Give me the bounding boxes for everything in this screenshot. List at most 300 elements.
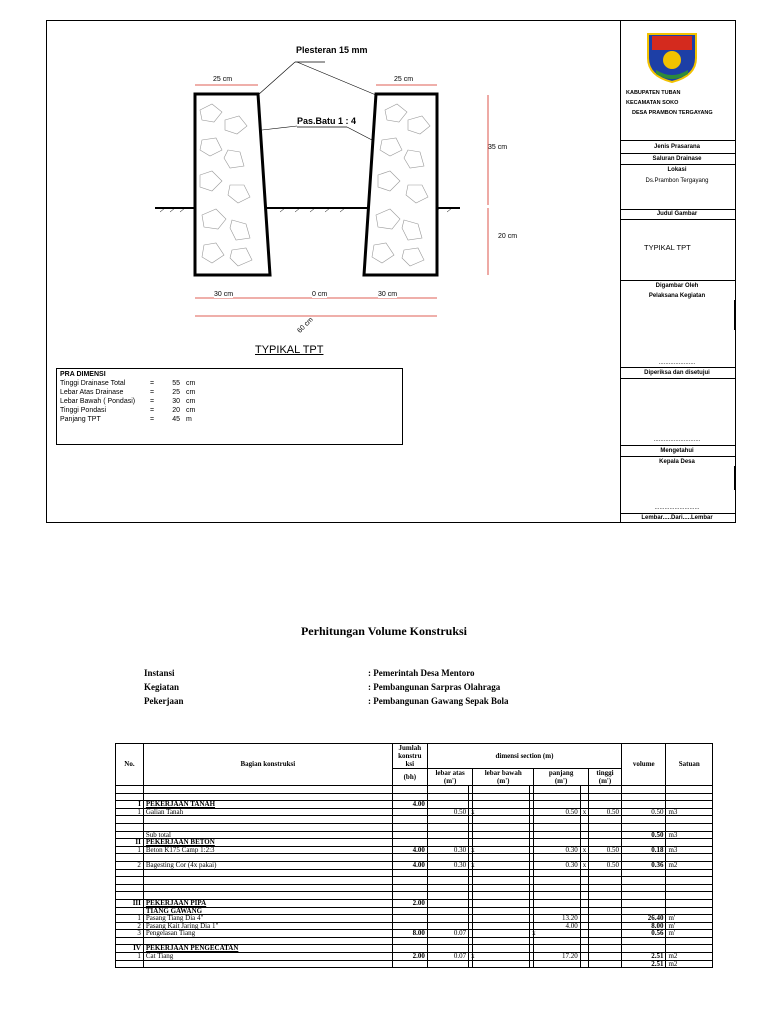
cell-lebar-bawah: [473, 846, 530, 854]
tb-digambar-label: Digambar Oleh: [655, 283, 699, 289]
cell-jumlah: [392, 831, 427, 839]
cell-item: Beton K175 Camp 1:2:3: [143, 846, 392, 854]
cell-volume: 0.50: [622, 831, 666, 839]
tb-diperiksa-label: Diperiksa dan disetujui: [644, 370, 710, 376]
cell-item: [143, 960, 392, 968]
tb-lokasi-label: Lokasi: [667, 167, 687, 173]
cell-panjang: [534, 960, 580, 968]
cell-satuan: m2: [666, 861, 713, 869]
cell-jumlah: 4.00: [392, 801, 427, 809]
cell-item: Pasang Kait Jaring Dia 1": [143, 922, 392, 930]
cell-satuan: m3: [666, 831, 713, 839]
tb-digambar-value: Pelaksana Kegiatan: [648, 293, 706, 299]
cell-lebar-bawah: [473, 937, 530, 945]
tb-rule: [620, 456, 736, 457]
pra-unit: cm: [186, 380, 196, 387]
cell-item: Pengelasan Tiang: [143, 930, 392, 938]
cell-panjang: [534, 892, 580, 900]
table-row: [116, 899, 713, 907]
cell-satuan: [666, 892, 713, 900]
header-lebar-atas-label: lebar atas: [435, 769, 465, 777]
cell-lebar-bawah: [473, 960, 530, 968]
pra-unit: m: [186, 416, 192, 423]
cell-jumlah: [392, 915, 427, 923]
cell-no: II: [116, 839, 144, 847]
cell-no: [116, 816, 144, 824]
pra-value: 45: [172, 416, 180, 423]
cell-item: [143, 884, 392, 892]
volume-table: [115, 743, 713, 968]
pra-label: Panjang TPT: [60, 416, 101, 423]
cell-lebar-atas: [427, 816, 468, 824]
cell-item: [143, 869, 392, 877]
header-dimensi: dimensi section (m): [427, 744, 621, 769]
cell-lebar-bawah: [473, 892, 530, 900]
cell-no: 2: [116, 922, 144, 930]
cell-item: PEKERJAAN PENGECATAN: [143, 945, 392, 953]
pra-row: [60, 397, 399, 406]
cell-volume: [622, 786, 666, 794]
cell-satuan: [666, 786, 713, 794]
header-volume: volume: [622, 744, 666, 786]
header-panjang-unit: (m'): [554, 777, 568, 785]
tb-dots-2: ............................: [653, 437, 701, 443]
pra-unit: cm: [186, 407, 196, 414]
cell-panjang: 13.20: [534, 915, 580, 923]
cell-satuan: m2: [666, 953, 713, 961]
cell-lebar-atas: [427, 892, 468, 900]
pra-label: Tinggi Pondasi: [60, 407, 107, 414]
header-tinggi-unit: (m'): [598, 777, 612, 785]
header-bagian: Bagian konstruksi: [143, 744, 392, 786]
cell-lebar-atas: [427, 831, 468, 839]
table-row: [116, 960, 713, 968]
dim-height-lower: 20 cm: [498, 233, 518, 240]
cell-tinggi: [588, 786, 621, 794]
regency-crest-icon: [642, 28, 702, 84]
cell-satuan: [666, 884, 713, 892]
cell-volume: 0.50: [622, 808, 666, 816]
cell-lebar-bawah: [473, 823, 530, 831]
table-row: [116, 907, 713, 915]
drawing-title: TYPIKAL TPT: [255, 344, 324, 356]
table-row: [116, 884, 713, 892]
cell-x: [580, 937, 588, 945]
cell-item: Bagesting Cor (4x pakai): [143, 861, 392, 869]
org-desa: DESA PRAMBON TERGAYANG: [632, 110, 713, 116]
cell-lebar-bawah: [473, 816, 530, 824]
label-plesteran: Plesteran 15 mm: [296, 45, 368, 55]
table-row: [116, 953, 713, 961]
cell-lebar-atas: 0.07: [427, 953, 468, 961]
dim-total: 60 cm: [296, 316, 315, 335]
cell-satuan: [666, 793, 713, 801]
cell-lebar-bawah: [473, 922, 530, 930]
cell-item: TIANG GAWANG: [143, 907, 392, 915]
pekerjaan-value: : Pembangunan Gawang Sepak Bola: [368, 696, 509, 706]
tb-rule: [620, 378, 736, 379]
tb-rule: [620, 219, 736, 220]
cell-item: Pasang Tiang Dia 4": [143, 915, 392, 923]
cell-no: [116, 877, 144, 885]
table-row: [116, 801, 713, 809]
header-lebar-bawah-label: lebar bawah: [484, 769, 522, 777]
cell-no: 1: [116, 846, 144, 854]
header-tinggi-label: tinggi: [596, 769, 614, 777]
pra-eq: =: [149, 407, 155, 414]
cell-item: [143, 877, 392, 885]
cell-jumlah: 4.00: [392, 861, 427, 869]
header-no: No.: [116, 744, 144, 786]
meta-pekerjaan: [144, 696, 509, 706]
cell-x: [580, 907, 588, 915]
cell-lebar-atas: [427, 884, 468, 892]
cell-x: x: [580, 861, 588, 869]
pra-eq: =: [149, 380, 155, 387]
cell-x: [580, 899, 588, 907]
kegiatan-value: : Pembangunan Sarpras Olahraga: [368, 682, 501, 692]
table-row: [116, 808, 713, 816]
cell-x: [580, 823, 588, 831]
cell-tinggi: [588, 907, 621, 915]
table-row: [116, 816, 713, 824]
doc-title: Perhitungan Volume Konstruksi: [300, 624, 468, 638]
cell-satuan: [666, 877, 713, 885]
cell-item: PEKERJAAN BETON: [143, 839, 392, 847]
pra-value: 55: [172, 380, 180, 387]
cell-volume: [622, 899, 666, 907]
dim-height-upper: 35 cm: [488, 144, 508, 151]
cell-x: [580, 793, 588, 801]
tb-rule: [620, 140, 736, 141]
cell-no: IV: [116, 945, 144, 953]
cell-satuan: m': [666, 930, 713, 938]
cell-item: PEKERJAAN PIPA: [143, 899, 392, 907]
cell-jumlah: [392, 960, 427, 968]
cell-volume: 0.56: [622, 930, 666, 938]
cell-item: PEKERJAAN TANAH: [143, 801, 392, 809]
cell-tinggi: [588, 793, 621, 801]
cell-tinggi: [588, 892, 621, 900]
cell-lebar-atas: 0.30: [427, 861, 468, 869]
instansi-label: Instansi: [144, 668, 175, 678]
cell-x: [580, 877, 588, 885]
header-jumlah-unit: (bh): [392, 769, 427, 786]
org-kabupaten: KABUPATEN TUBAN: [626, 90, 681, 96]
cell-volume: [622, 877, 666, 885]
table-row: [116, 877, 713, 885]
header-jumlah: Jumlah konstru ksi: [392, 744, 427, 769]
crest-top: [652, 36, 692, 50]
cell-jumlah: [392, 877, 427, 885]
dim-top-right: 25 cm: [394, 76, 414, 83]
cell-x: x: [469, 861, 473, 869]
cell-no: III: [116, 899, 144, 907]
table-row: [116, 823, 713, 831]
header-panjang-label: panjang: [548, 769, 574, 777]
table-row: [116, 930, 713, 938]
instansi-value: : Pemerintah Desa Mentoro: [368, 668, 475, 678]
cell-no: 1: [116, 915, 144, 923]
pra-dimensi-heading: PRA DIMENSI: [60, 371, 106, 378]
table-row: [116, 869, 713, 877]
tb-dots-1: ......................: [658, 360, 696, 366]
cell-satuan: m': [666, 922, 713, 930]
cell-satuan: [666, 869, 713, 877]
header-panjang: [534, 769, 589, 786]
cell-panjang: [534, 786, 580, 794]
cell-x: x: [530, 930, 534, 938]
cell-volume: 0.18: [622, 846, 666, 854]
cell-lebar-bawah: [473, 869, 530, 877]
meta-kegiatan: [144, 682, 500, 692]
cell-tinggi: 0.50: [588, 861, 621, 869]
cell-x: [580, 869, 588, 877]
cell-lebar-bawah: [473, 786, 530, 794]
cell-panjang: [534, 869, 580, 877]
pra-eq: =: [149, 416, 155, 423]
cell-panjang: [534, 831, 580, 839]
pra-unit: cm: [186, 389, 196, 396]
cell-lebar-bawah: [473, 899, 530, 907]
cell-x: [580, 960, 588, 968]
tb-lembar: Lembar.....Dari.....Lembar: [641, 515, 713, 521]
cell-tinggi: [588, 823, 621, 831]
header-lebar-atas-unit: (m'): [443, 777, 457, 785]
cell-jumlah: 8.00: [392, 930, 427, 938]
cell-tinggi: [588, 937, 621, 945]
cell-panjang: [534, 937, 580, 945]
cell-no: [116, 823, 144, 831]
cell-panjang: 4.00: [534, 922, 580, 930]
cell-panjang: [534, 877, 580, 885]
pra-eq: =: [149, 398, 155, 405]
header-satuan: Satuan: [666, 744, 713, 786]
cell-tinggi: [588, 816, 621, 824]
cell-volume: 26.40: [622, 915, 666, 923]
cell-x: x: [469, 846, 473, 854]
cell-no: 1: [116, 953, 144, 961]
cell-no: [116, 869, 144, 877]
cell-no: 2: [116, 861, 144, 869]
cell-jumlah: [392, 823, 427, 831]
table-row: [116, 846, 713, 854]
cell-x: [580, 953, 588, 961]
cell-lebar-atas: [427, 869, 468, 877]
cell-x: [580, 884, 588, 892]
pra-unit: cm: [186, 398, 196, 405]
kegiatan-label: Kegiatan: [144, 682, 179, 692]
table-row: [116, 786, 713, 794]
tb-mengetahui-value: Kepala Desa: [659, 459, 695, 465]
pra-label: Tinggi Drainase Total: [60, 380, 126, 387]
tb-lokasi-value: Ds.Prambon Tergayang: [645, 178, 709, 184]
tb-rule: [620, 280, 736, 281]
cell-jumlah: [392, 786, 427, 794]
cell-x: [580, 915, 588, 923]
cell-satuan: [666, 816, 713, 824]
cell-item: Galian Tanah: [143, 808, 392, 816]
cell-lebar-bawah: [473, 801, 530, 809]
cell-panjang: 0.30: [534, 861, 580, 869]
meta-instansi: [144, 668, 475, 678]
cell-lebar-bawah: [473, 915, 530, 923]
cell-tinggi: [588, 930, 621, 938]
cell-lebar-bawah: [473, 945, 530, 953]
cell-lebar-bawah: [473, 831, 530, 839]
cell-lebar-bawah: [473, 839, 530, 847]
cell-tinggi: 0.50: [588, 808, 621, 816]
cell-x: x: [469, 953, 473, 961]
cell-lebar-bawah: [473, 793, 530, 801]
cell-volume: [622, 884, 666, 892]
cell-tinggi: [588, 831, 621, 839]
tb-rule: [734, 466, 735, 490]
cell-tinggi: [588, 877, 621, 885]
cell-tinggi: 0.50: [588, 846, 621, 854]
cell-satuan: m2: [666, 960, 713, 968]
pekerjaan-label: Pekerjaan: [144, 696, 184, 706]
tb-judul-label: Judul Gambar: [656, 211, 698, 217]
cell-item: Cat Tiang: [143, 953, 392, 961]
cell-volume: 2.51: [622, 953, 666, 961]
cell-volume: [622, 937, 666, 945]
cell-satuan: m': [666, 915, 713, 923]
header-lebar-atas: [427, 769, 472, 786]
tb-rule: [734, 300, 735, 330]
cell-lebar-atas: 0.30: [427, 846, 468, 854]
cell-item: Sub total: [143, 831, 392, 839]
cell-volume: [622, 869, 666, 877]
cell-jumlah: [392, 884, 427, 892]
cell-lebar-atas: [427, 937, 468, 945]
cell-x: x: [580, 808, 588, 816]
dim-top-left: 25 cm: [213, 76, 233, 83]
cell-volume: [622, 793, 666, 801]
cell-jumlah: [392, 869, 427, 877]
cell-lebar-bawah: [473, 854, 530, 862]
cell-tinggi: [588, 922, 621, 930]
cell-satuan: m3: [666, 808, 713, 816]
label-pas-batu: Pas.Batu 1 : 4: [297, 116, 357, 126]
cell-x: [580, 922, 588, 930]
header-lebar-bawah: [473, 769, 534, 786]
cell-panjang: 0.30: [534, 846, 580, 854]
pra-eq: =: [149, 389, 155, 396]
cell-x: x: [469, 808, 473, 816]
table-header-row: [116, 744, 713, 769]
tb-rule: [620, 513, 736, 514]
cell-panjang: [534, 823, 580, 831]
cell-satuan: [666, 823, 713, 831]
pra-value: 20: [172, 407, 180, 414]
cell-volume: [622, 823, 666, 831]
cell-lebar-bawah: [473, 861, 530, 869]
pra-row: [60, 406, 399, 415]
pra-row: [60, 415, 399, 424]
cell-tinggi: [588, 915, 621, 923]
cell-panjang: [534, 816, 580, 824]
cell-volume: 2.51: [622, 960, 666, 968]
cell-lebar-atas: [427, 823, 468, 831]
tb-jenis-label: Jenis Prasarana: [653, 144, 701, 150]
cell-lebar-bawah: [473, 808, 530, 816]
tb-rule: [620, 164, 736, 165]
cell-panjang: [534, 793, 580, 801]
cell-satuan: [666, 899, 713, 907]
cell-lebar-atas: 0.50: [427, 808, 468, 816]
tb-rule: [620, 367, 736, 368]
cell-jumlah: [392, 937, 427, 945]
tb-judul-value: TYPIKAL TPT: [644, 243, 691, 252]
cell-x: [580, 786, 588, 794]
cell-tinggi: [588, 869, 621, 877]
pra-value: 25: [172, 389, 180, 396]
cell-volume: 0.36: [622, 861, 666, 869]
cell-panjang: 0.50: [534, 808, 580, 816]
cell-lebar-atas: [427, 793, 468, 801]
dim-bottom-left: 30 cm: [214, 291, 234, 298]
pra-row: [60, 379, 399, 388]
cell-jumlah: [392, 907, 427, 915]
cell-tinggi: [588, 960, 621, 968]
cell-lebar-atas: 0.07: [427, 930, 468, 938]
cell-lebar-atas: [427, 786, 468, 794]
pra-label: Lebar Atas Drainase: [60, 389, 124, 396]
cell-jumlah: [392, 816, 427, 824]
tb-rule: [620, 445, 736, 446]
pra-value: 30: [172, 398, 180, 405]
cell-tinggi: [588, 884, 621, 892]
cell-no: [116, 786, 144, 794]
cell-no: I: [116, 801, 144, 809]
cell-x: x: [580, 846, 588, 854]
cell-volume: [622, 892, 666, 900]
cell-jumlah: [392, 808, 427, 816]
cell-item: [143, 786, 392, 794]
pra-row: [60, 388, 399, 397]
tb-rule: [620, 209, 736, 210]
cell-satuan: [666, 937, 713, 945]
cell-x: [580, 831, 588, 839]
cell-no: [116, 884, 144, 892]
header-lebar-bawah-unit: (m'): [497, 777, 510, 785]
cell-no: 3: [116, 930, 144, 938]
cell-no: 1: [116, 808, 144, 816]
cell-lebar-atas: [427, 877, 468, 885]
cell-panjang: [534, 899, 580, 907]
cell-lebar-bawah: [473, 877, 530, 885]
table-row: [116, 861, 713, 869]
cell-volume: 8.00: [622, 922, 666, 930]
cell-x: [580, 945, 588, 953]
cell-x: [580, 816, 588, 824]
cell-lebar-atas: [427, 915, 468, 923]
cell-lebar-bawah: [473, 907, 530, 915]
cell-lebar-atas: [427, 960, 468, 968]
cell-panjang: 17.20: [534, 953, 580, 961]
cell-lebar-bawah: [473, 930, 530, 938]
cell-tinggi: [588, 945, 621, 953]
cell-panjang: [534, 930, 580, 938]
pra-dimensi-box: [56, 368, 403, 445]
cell-lebar-bawah: [473, 953, 530, 961]
pra-label: Lebar Bawah ( Pondasi): [60, 398, 136, 405]
cell-x: [580, 892, 588, 900]
header-tinggi: [588, 769, 621, 786]
tb-dots-3: ...........................: [654, 505, 700, 511]
cell-jumlah: 2.00: [392, 953, 427, 961]
